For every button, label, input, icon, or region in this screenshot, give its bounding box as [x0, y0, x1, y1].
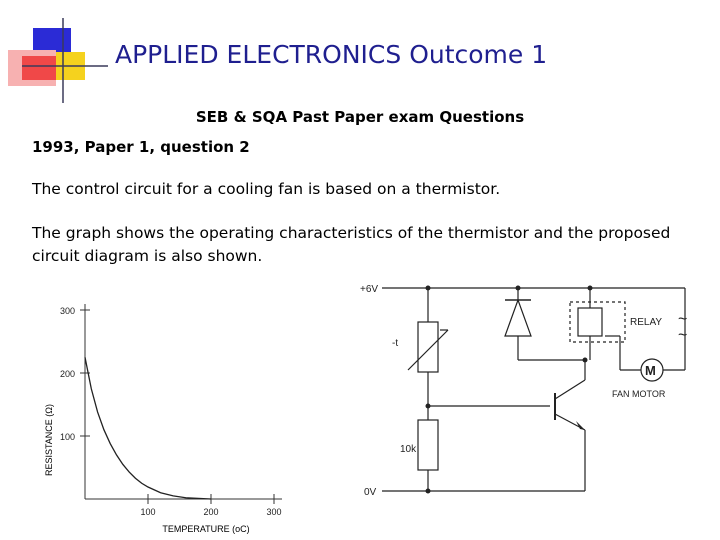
motor-symbol-label: M — [645, 363, 656, 378]
x-tick-label: 200 — [203, 507, 219, 517]
chart-layer — [60, 304, 282, 517]
circuit-diagram — [340, 278, 720, 540]
x-tick-label: 100 — [140, 507, 156, 517]
relay-label: RELAY — [630, 317, 663, 328]
thermistor-label: -t — [392, 338, 399, 349]
resistor-symbol — [418, 420, 438, 470]
intro-paragraph: The control circuit for a cooling fan is based on a thermistor. — [32, 180, 501, 198]
resistance-curve — [85, 357, 211, 499]
ac-symbol-2: ~ — [678, 327, 688, 344]
ac-symbol: ~ — [678, 311, 688, 328]
supply-label: +6V — [360, 284, 379, 295]
x-tick-label: 300 — [266, 507, 282, 517]
thermistor-graph — [0, 280, 340, 540]
slide-subtitle: SEB & SQA Past Paper exam Questions — [195, 108, 525, 126]
thermistor-symbol — [418, 322, 438, 372]
resistor-label: 10k — [400, 444, 417, 455]
motor-label: FAN MOTOR — [612, 389, 666, 399]
relay-coil — [578, 308, 602, 336]
question-reference: 1993, Paper 1, question 2 — [32, 138, 250, 156]
ground-label: 0V — [364, 487, 377, 498]
y-tick-label: 200 — [59, 369, 75, 379]
diode-symbol — [505, 300, 531, 336]
y-tick-label: 100 — [59, 432, 75, 442]
graph-description-paragraph: The graph shows the operating characteristics of the thermistor and the proposed circuit diagram is also shown. — [32, 224, 671, 265]
slide-title: APPLIED ELECTRONICS Outcome 1 — [115, 40, 548, 69]
decorative-corner-graphic — [0, 0, 110, 110]
y-tick-label: 300 — [59, 306, 75, 316]
y-axis-label: RESISTANCE (Ω) — [44, 403, 54, 477]
x-axis-label: TEMPERATURE (oC) — [162, 524, 250, 534]
